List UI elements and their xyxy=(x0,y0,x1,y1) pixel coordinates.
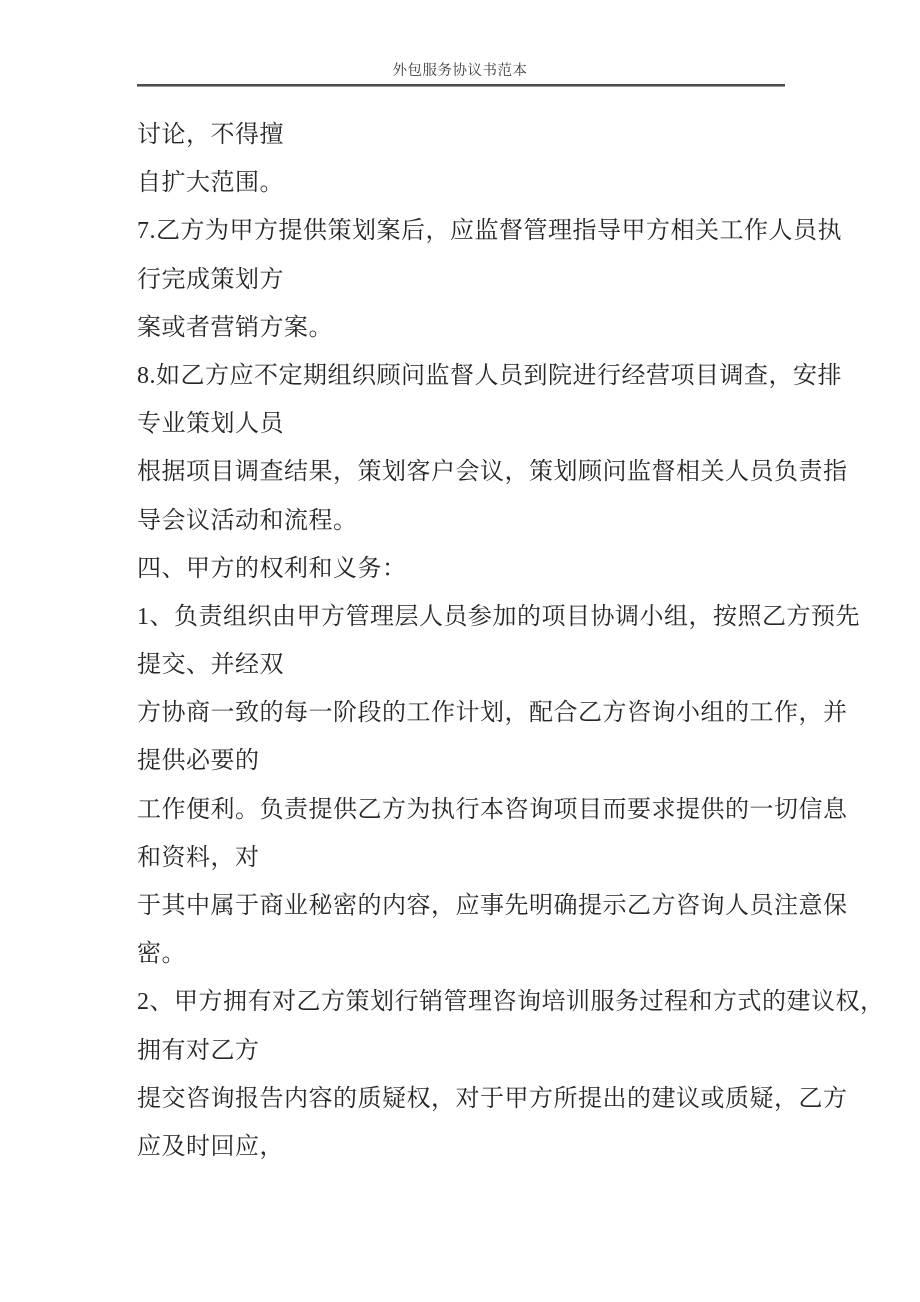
text-line: 于其中属于商业秘密的内容，应事先明确提示乙方咨询人员注意保 xyxy=(137,893,848,919)
text-line: 自扩大范围。 xyxy=(137,170,284,197)
text-line: 提交、并经双 xyxy=(137,652,284,679)
text-line: 案或者营销方案。 xyxy=(137,314,333,341)
text-line: 拥有对乙方 xyxy=(137,1037,260,1064)
text-line: 方协商一致的每一阶段的工作计划，配合乙方咨询小组的工作，并 xyxy=(137,700,848,727)
text-line: 根据项目调查结果，策划客户会议，策划顾问监督相关人员负责指 xyxy=(137,459,848,486)
text-line: 1、负责组织由甲方管理层人员参加的项目协调小组，按照乙方预先 xyxy=(137,603,860,630)
text-line: 提交咨询报告内容的质疑权，对于甲方所提出的建议或质疑，乙方 xyxy=(137,1085,848,1112)
text-line: 8.如乙方应不定期组织顾问监督人员到院进行经营项目调查，安排 xyxy=(137,362,842,389)
header-title: 外包服务协议书范本 xyxy=(392,63,528,79)
document-body xyxy=(137,111,885,1171)
text-line: 密。 xyxy=(137,941,186,968)
text-line: 专业策划人员 xyxy=(137,411,284,438)
text-line: 导会议活动和流程。 xyxy=(137,507,358,534)
header-rule xyxy=(137,84,785,87)
text-line: 四、甲方的权利和义务： xyxy=(137,555,407,582)
text-line: 和资料，对 xyxy=(137,844,260,871)
text-line: 2、甲方拥有对乙方策划行销管理咨询培训服务过程和方式的建议权， xyxy=(137,989,885,1016)
text-line: 工作便利。负责提供乙方为执行本咨询项目而要求提供的一切信息 xyxy=(137,796,848,823)
text-line: 行完成策划方 xyxy=(137,266,284,293)
text-line: 讨论，不得擅 xyxy=(137,122,284,148)
text-line: 应及时回应， xyxy=(137,1133,284,1160)
text-line: 7.乙方为甲方提供策划案后，应监督管理指导甲方相关工作人员执 xyxy=(137,218,842,245)
text-line: 提供必要的 xyxy=(137,748,260,775)
